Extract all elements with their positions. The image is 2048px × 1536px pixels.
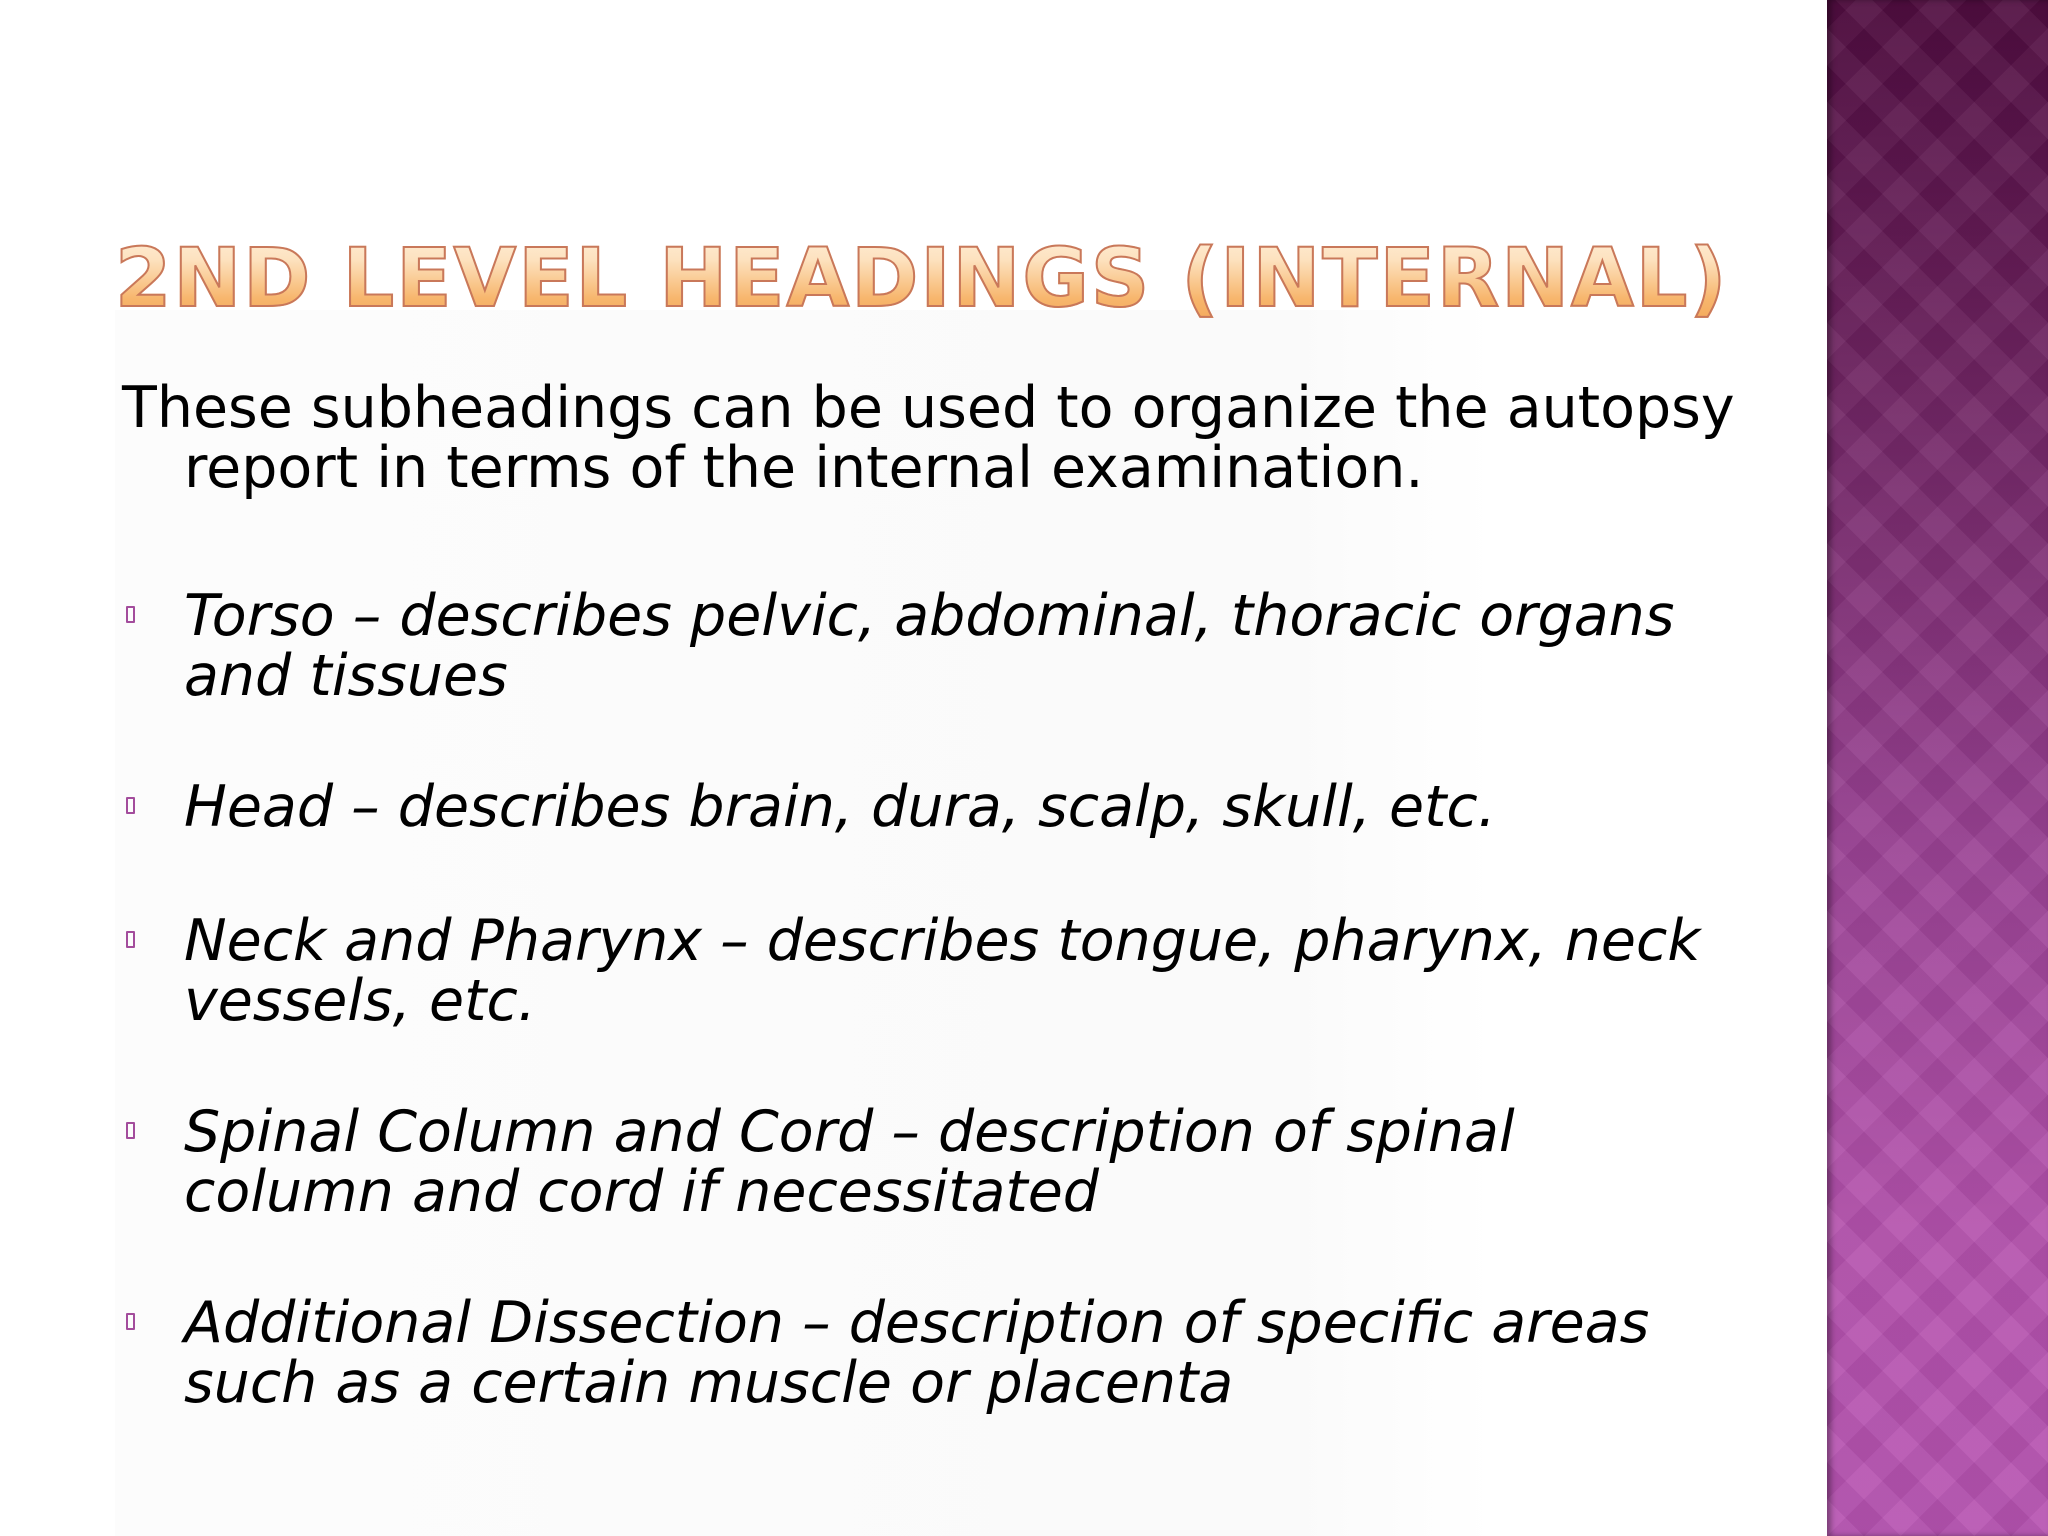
decorative-side-band — [1827, 0, 2048, 1536]
bullet-line-2: and tissues — [184, 643, 508, 709]
bullet-line-1: Torso – describes pelvic, abdominal, thoracic organs — [184, 583, 1675, 649]
intro-line-2: report in terms of the internal examination. — [184, 435, 1424, 501]
bullet-line-1: Neck and Pharynx – describes tongue, pharynx, neck — [184, 908, 1701, 974]
bullet-line-1: Head – describes brain, dura, scalp, skull, etc. — [184, 774, 1496, 840]
bullet-line-2: such as a certain muscle or placenta — [184, 1350, 1234, 1416]
bullet-icon — [126, 797, 135, 814]
bullet-line-2: column and cord if necessitated — [184, 1159, 1099, 1225]
bullet-icon — [126, 606, 135, 623]
bullet-icon — [126, 931, 135, 948]
intro-line-1: These subheadings can be used to organize the autopsy — [122, 375, 1735, 441]
bullet-item-additional-dissection — [122, 1290, 1722, 1416]
bullet-icon — [126, 1313, 135, 1330]
bullet-text — [122, 583, 1722, 709]
bullet-line-2: vessels, etc. — [184, 968, 536, 1034]
bullet-item-neck-and-pharynx — [122, 908, 1722, 1034]
bullet-item-torso — [122, 583, 1722, 709]
bullet-item-head — [122, 774, 1722, 840]
bullet-line-1: Additional Dissection – description of specific areas — [184, 1290, 1650, 1356]
bullet-item-spinal-column-and-cord — [122, 1099, 1722, 1225]
slide-title: 2ND LEVEL HEADINGS (INTERNAL) — [115, 214, 1765, 344]
bullet-line-1: Spinal Column and Cord – description of spinal — [184, 1099, 1515, 1165]
bullet-text — [122, 1290, 1722, 1416]
bullet-text — [122, 1099, 1722, 1225]
bullet-text — [122, 908, 1722, 1034]
intro-paragraph — [122, 375, 1735, 501]
bullet-text — [122, 774, 1722, 840]
bullet-icon — [126, 1122, 135, 1139]
